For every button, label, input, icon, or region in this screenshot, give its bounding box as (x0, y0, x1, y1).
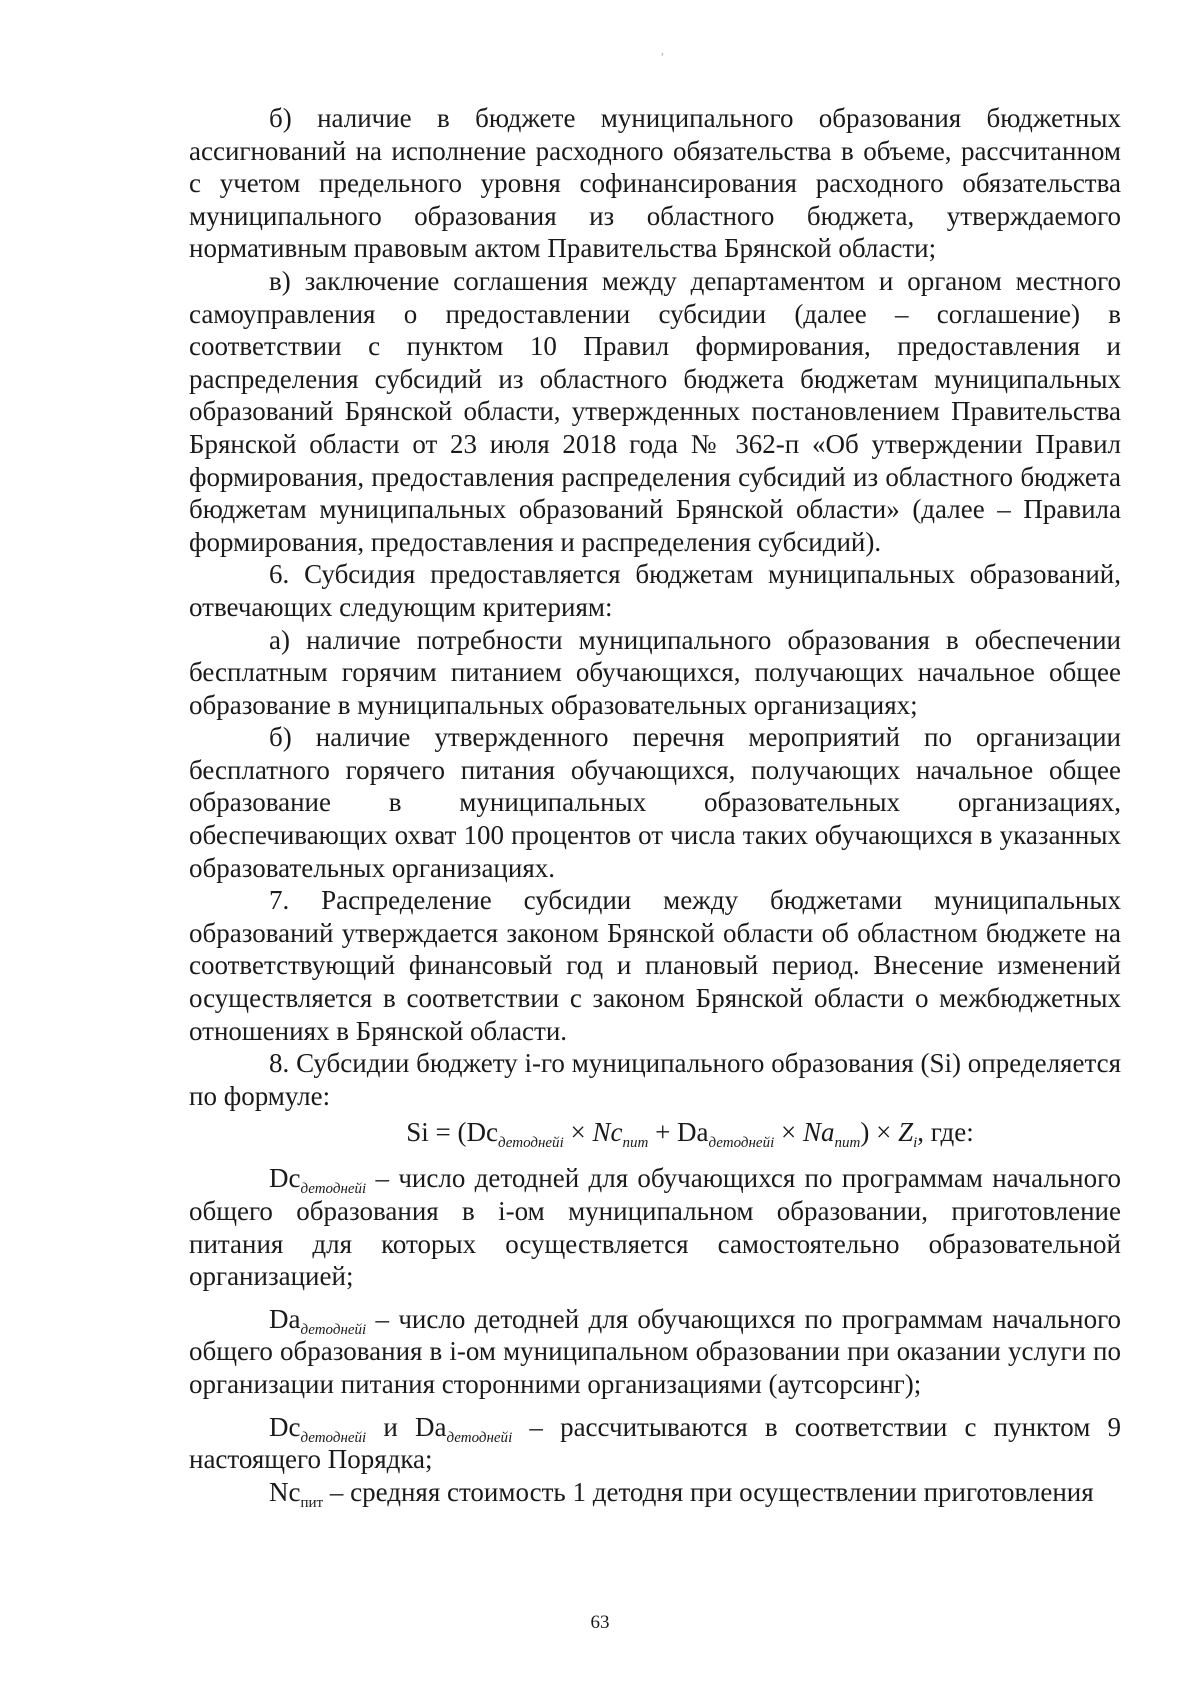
subsidy-formula: $Si = (Dc_{детоднейi} \times Nc_{пит} + Da_{детоднейi} \times Na_{пит}) \times Z_i$, где: (406, 1117, 974, 1152)
definition-nc: $Nc_{пит}$ – средняя стоимость 1 детодня при осуществлении приготовления (269, 1476, 1094, 1511)
definition-dc: $Dc_{детоднейi}$ – число детодней для обучающихся по программам начального общего образования в i-ом муниципальном образовании, приготовление питания для которых осуществляется самостоятельно образовательной организацией; (189, 1163, 1121, 1292)
paragraph-a-need: а) наличие потребности муниципального образования в обеспечении бесплатным горячим питанием обучающихся, получающих начальное общее образование в муниципальных образовательных организациях; (189, 624, 1121, 720)
definition-da: $Da_{детоднейi}$ – число детодней для обучающихся по программам начального общего образования в i-ом муниципальном образовании при оказании услуги по организации питания сторонними организациями (аутсорсинг); (189, 1303, 1121, 1399)
document-body (189, 102, 1121, 1511)
page-number: 63 (590, 1612, 610, 1633)
paragraph-7-distribution: 7. Распределение субсидии между бюджетами муниципальных образований утверждается законом Брянской области об областном бюджете на соответствующий финансовый год и плановый период. Внесение изменений осуществляется в соответствии с законом Брянской области о межбюджетных отношениях в Брянской области. (189, 885, 1121, 1046)
paragraph-8-formula-intro: 8. Субсидии бюджету i-го муниципального образования (Si) определяется по формуле: (189, 1048, 1121, 1111)
paragraph-6-criteria: 6. Субсидия предоставляется бюджетам муниципальных образований, отвечающих следующим критериям: (189, 559, 1121, 622)
paragraph-b-budget: б) наличие в бюджете муниципального образования бюджетных ассигнований на исполнение расходного обязательства в объеме, рассчитанном с учетом предельного уровня софинансирования расходного обязательства муниципального образования из областного бюджета, утверждаемого нормативным правовым актом Правительства Брянской области; (189, 103, 1121, 264)
paragraph-b-list: б) наличие утвержденного перечня мероприятий по организации бесплатного горячего питания обучающихся, получающих начальное общее образование в муниципальных образовательных организациях, обеспечивающих охват 100 процентов от числа таких обучающихся в указанных образовательных организациях. (189, 722, 1121, 883)
paragraph-v-agreement: в) заключение соглашения между департаментом и органом местного самоуправления о предоставлении субсидии (далее – соглашение) в соответствии с пунктом 10 Правил формирования, предоставления и распределения субсидий из областного бюджета бюджетам муниципальных образований Брянской области, утвержденных постановлением Правительства Брянской области от 23 июля 2018 года № 362-п «Об утверждении Правил формирования, предоставления распределения субсидий из областного бюджета бюджетам муниципальных образований Брянской области» (далее – Правила формирования, предоставления и распределения субсидий). (189, 265, 1121, 557)
definition-dc-and-da: $Dc_{детоднейi}$ и $Da_{детоднейi}$ – рассчитываются в соответствии с пунктом 9 настоящего Порядка; (189, 1411, 1121, 1475)
scan-artifact: ʾ (660, 52, 665, 67)
